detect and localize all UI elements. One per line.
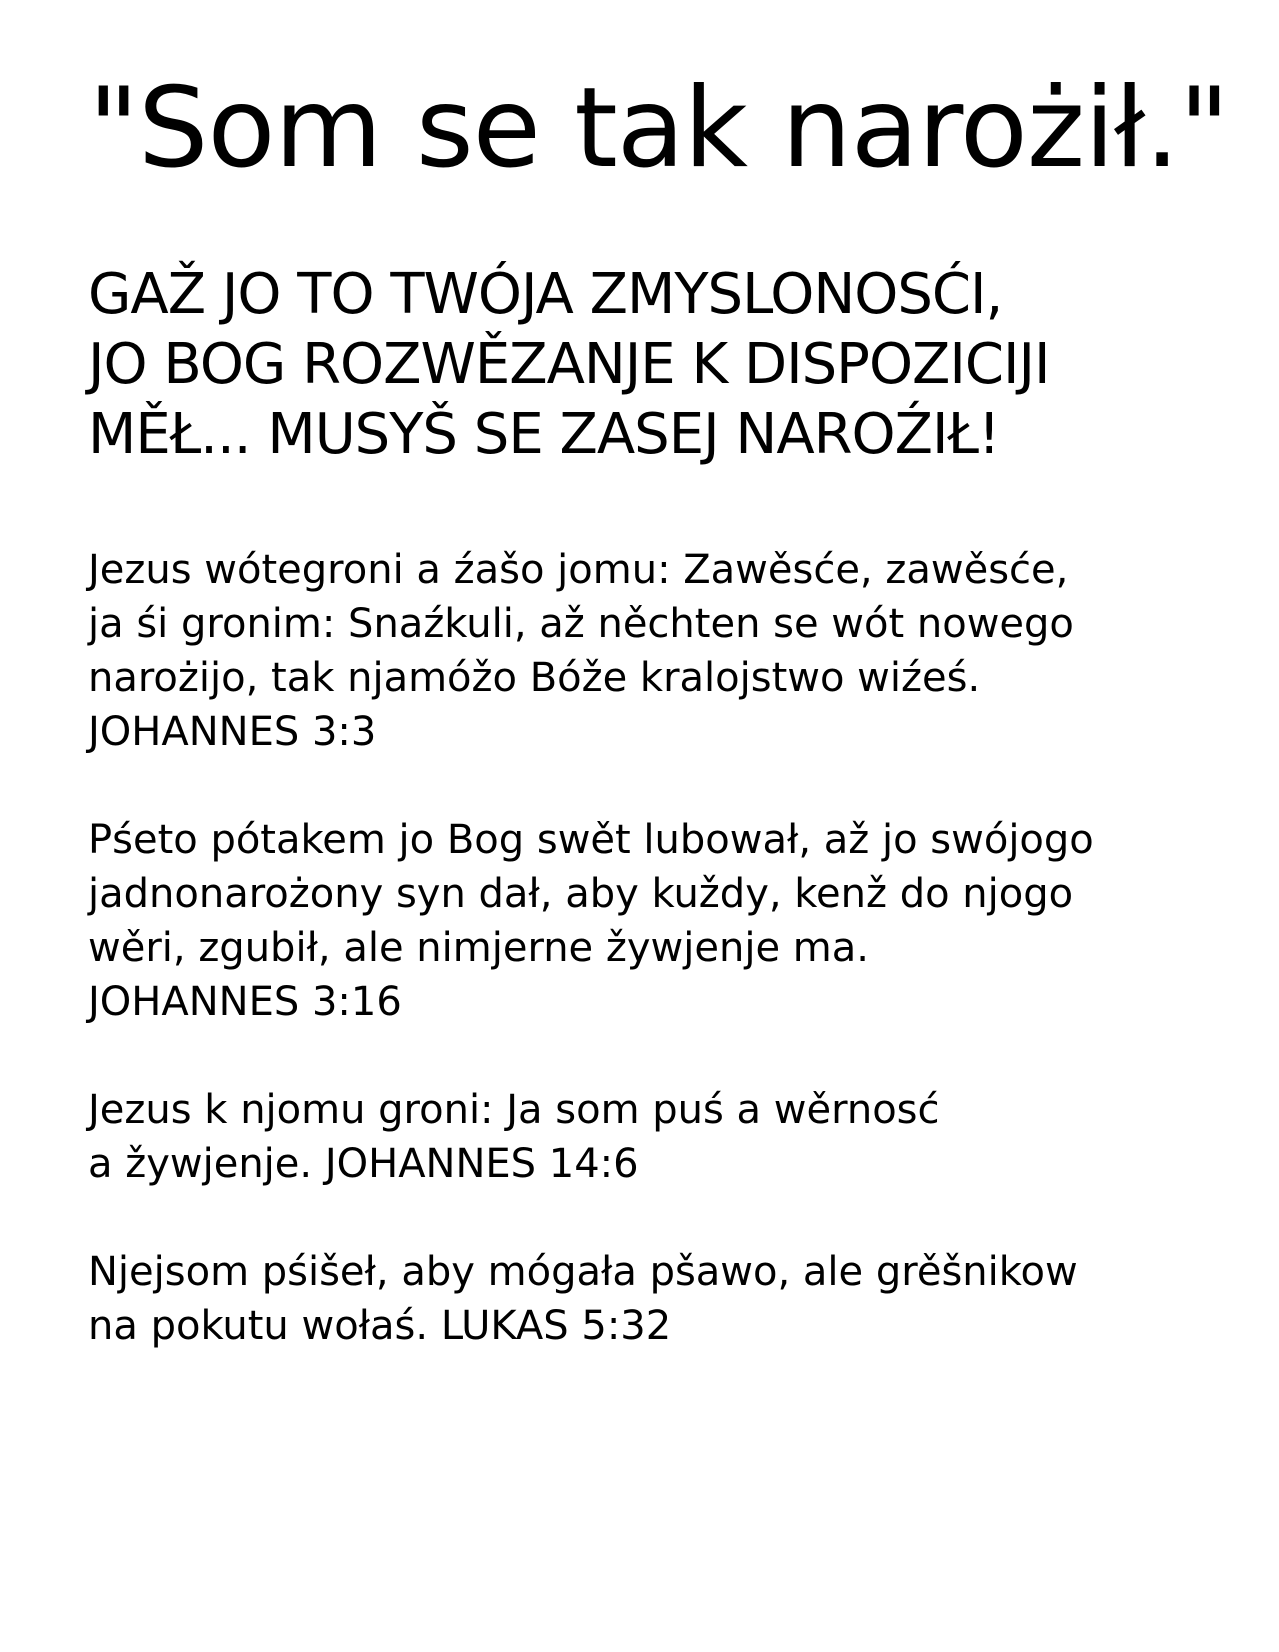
headline: [88, 260, 1228, 470]
headline-line: GAŽ JO TO TWÓJA ZMYSLONOSĆI,: [88, 262, 1003, 327]
verse-line: wěri, zgubił, ale nimjerne žywjenje ma.: [88, 925, 869, 971]
verse-line: a žywjenje. JOHANNES 14:6: [88, 1141, 639, 1187]
verse-line: na pokutu wołaś. LUKAS 5:32: [88, 1303, 672, 1349]
headline-line: JO BOG ROZWĚZANJE K DISPOZICIJI: [88, 332, 1050, 397]
page-title: "Som se tak narożił.": [88, 64, 1229, 193]
verse-luke-5-32: [88, 1245, 1228, 1353]
verse-line: jadnonarożony syn dał, aby kuždy, kenž do njogo: [88, 871, 1074, 917]
verse-reference: JOHANNES 3:3: [88, 709, 377, 755]
verse-john-3-16: [88, 813, 1228, 1029]
verse-line: Pśeto pótakem jo Bog swět lubował, až jo swójogo: [88, 817, 1094, 863]
headline-line: MĚŁ... MUSYŠ SE ZASEJ NAROŹIŁ!: [88, 402, 1000, 467]
verse-line: Jezus k njomu groni: Ja som puś a wěrnosć: [88, 1087, 940, 1133]
verse-john-3-3: [88, 543, 1228, 759]
verse-line: ja śi gronim: Snaźkuli, až něchten se wót nowego: [88, 601, 1074, 647]
verse-john-14-6: [88, 1083, 1228, 1191]
verse-line: narożijo, tak njamóžo Bóže kralojstwo wiźeś.: [88, 655, 981, 701]
verse-line: Njejsom pśišeł, aby mógała pšawo, ale grěšnikow: [88, 1249, 1078, 1295]
verse-line: Jezus wótegroni a źašo jomu: Zawěsće, zawěsće,: [88, 547, 1069, 593]
verse-reference: JOHANNES 3:16: [88, 979, 402, 1025]
